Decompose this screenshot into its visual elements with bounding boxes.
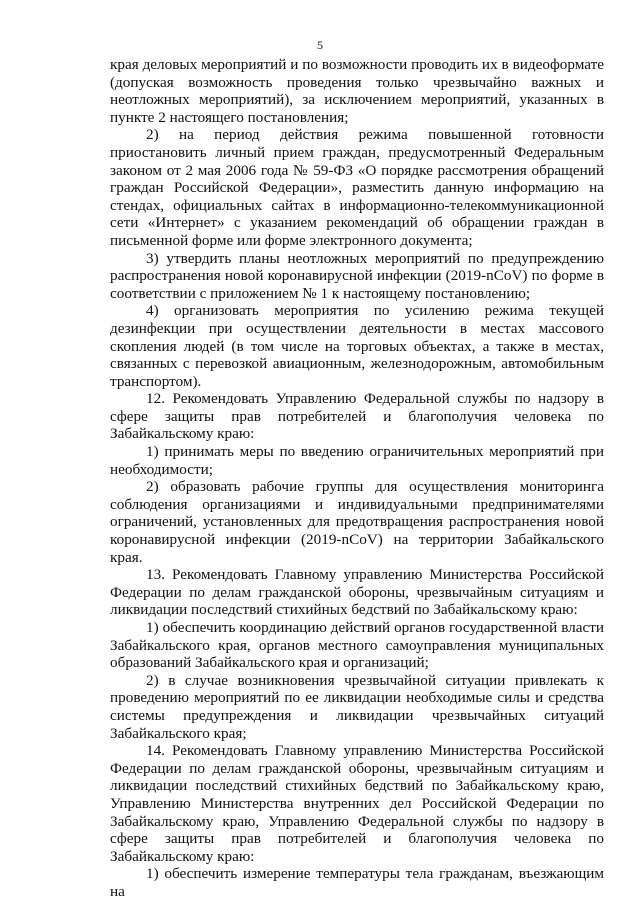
paragraph-section-14: 14. Рекомендовать Главному управлению Министерства Российской Федерации по делам гражданской обороны, чрезвычайным ситуациям и ликвидации последствий стихийных бедствий по Забайкальскому краю, Управлению Министерства внутренних дел Российской Федерации по Забайкальскому краю, Управлению Федеральной службы по надзору в сфере защиты прав потребителей и благополучия человека по Забайкальскому краю:	[110, 742, 604, 865]
paragraph-12-item-1: 1) принимать меры по введению ограничительных мероприятий при необходимости;	[110, 443, 604, 478]
document-body	[110, 56, 604, 901]
paragraph-item-3-approve-plans: 3) утвердить планы неотложных мероприятий по предупреждению распространения новой коронавирусной инфекции (2019-nCoV) по форме в соответствии с приложением № 1 к настоящему постановлению;	[110, 249, 604, 302]
page-number: 5	[317, 38, 323, 52]
paragraph-12-item-2: 2) образовать рабочие группы для осуществления мониторинга соблюдения организациями и индивидуальными предпринимателями ограничений, установленных для предотвращения распространения новой коронавирусной инфекции (2019-nCoV) на территории Забайкальского края.	[110, 478, 604, 566]
paragraph-item-2-suspend-reception: 2) на период действия режима повышенной готовности приостановить личный прием граждан, предусмотренный Федеральным законом от 2 мая 2006 года № 59-ФЗ «О порядке рассмотрения обращений граждан Российской Федерации», разместить данную информацию на стендах, официальных сайтах в информационно-телекоммуникационной сети «Интернет» с указанием рекомендаций об обращении граждан в письменной форме или форме электронного документа;	[110, 126, 604, 249]
paragraph-13-item-1: 1) обеспечить координацию действий органов государственной власти Забайкальского края, органов местного самоуправления муниципальных образований Забайкальского края и организаций;	[110, 619, 604, 672]
paragraph-continuation: края деловых мероприятий и по возможности проводить их в видеоформате (допуская возможность проведения только чрезвычайно важных и неотложных мероприятий), за исключением мероприятий, указанных в пункте 2 настоящего постановления;	[110, 56, 604, 126]
paragraph-section-12: 12. Рекомендовать Управлению Федеральной службы по надзору в сфере защиты прав потребителей и благополучия человека по Забайкальскому краю:	[110, 390, 604, 443]
paragraph-13-item-2: 2) в случае возникновения чрезвычайной ситуации привлекать к проведению мероприятий по ее ликвидации необходимые силы и средства системы предупреждения и ликвидации чрезвычайных ситуаций Забайкальского края;	[110, 671, 604, 742]
paragraph-section-13: 13. Рекомендовать Главному управлению Министерства Российской Федерации по делам гражданской обороны, чрезвычайным ситуациям и ликвидации последствий стихийных бедствий по Забайкальскому краю:	[110, 566, 604, 619]
paragraph-item-4-disinfection: 4) организовать мероприятия по усилению режима текущей дезинфекции при осуществлении деятельности в местах массового скопления людей (в том числе на торговых объектах, а также в местах, связанных с перевозкой авиационным, железнодорожным, автомобильным транспортом).	[110, 302, 604, 390]
paragraph-14-item-1: 1) обеспечить измерение температуры тела гражданам, въезжающим на	[110, 865, 604, 900]
